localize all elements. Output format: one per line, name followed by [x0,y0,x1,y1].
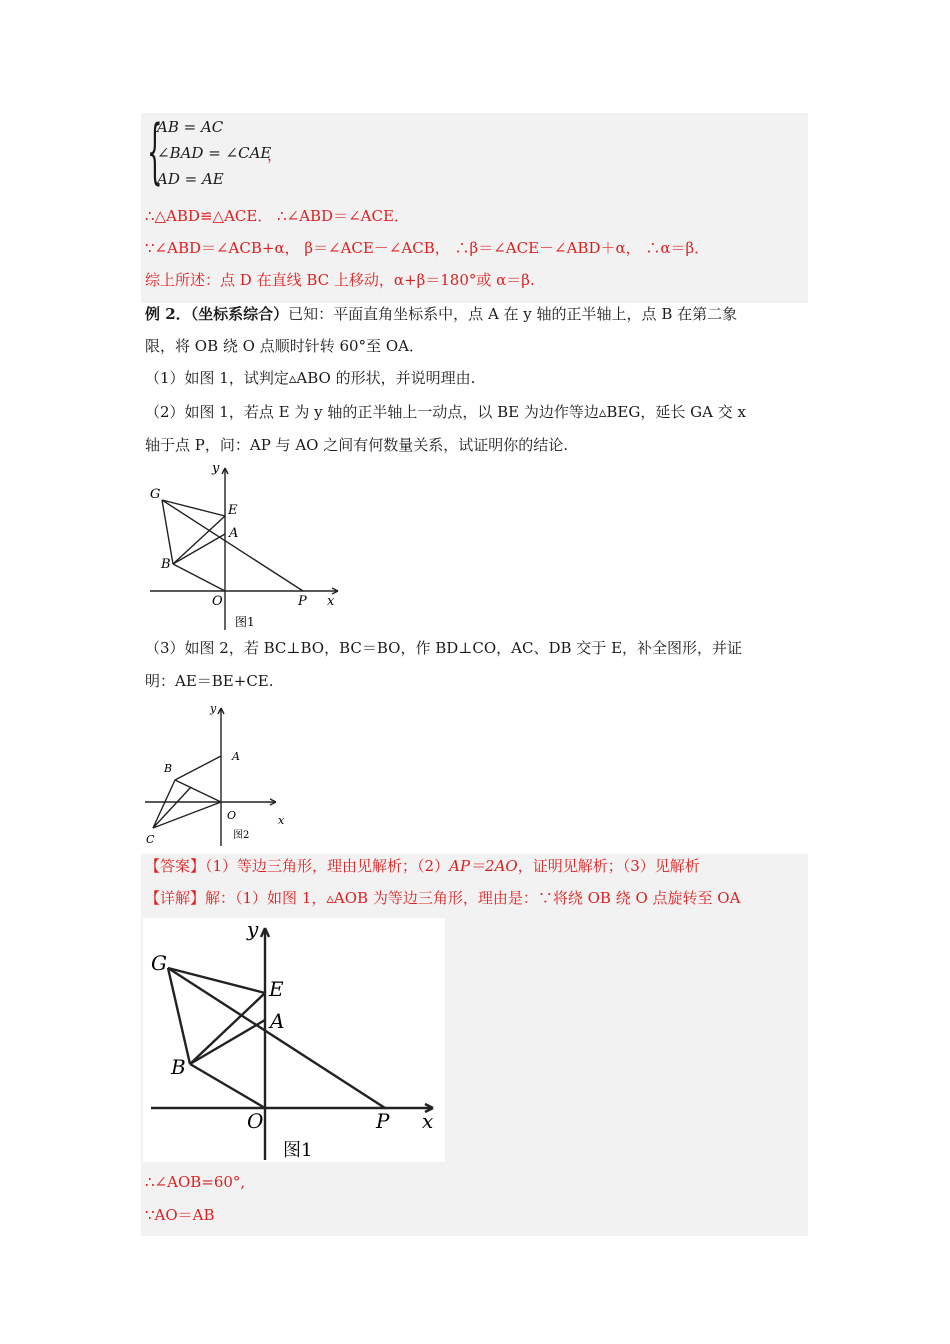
fig1s-label-g: G [150,487,161,502]
fig2s-label-c: C [146,833,155,846]
question-1: （1）如图 1，试判定▵ABO 的形状，并说明理由. [145,369,476,387]
fig1l-label-p: P [376,1109,390,1133]
fig2s-label-b: B [164,762,173,775]
fig1s-label-b: B [161,557,171,572]
example2-title [145,304,737,324]
detail-line [145,888,740,908]
fig1s-label-x: x [327,594,335,609]
tail-line-1: ∴∠AOB=60°, [145,1173,246,1191]
brace-symbol: { [147,110,163,192]
figure1-small [145,458,345,633]
fig1s-label-e: E [228,503,238,518]
detail-text: 解：（1）如图 1，▵AOB 为等边三角形，理由是：∵将绕 OB 绕 O 点旋转至 OA [205,889,741,907]
fig1l-label-a: A [270,1009,285,1033]
fig1l-label-e: E [269,977,284,1001]
example2-label: 例 2．（坐标系综合） [145,305,289,323]
fig1s-label-o: O [212,594,223,609]
figure2-small [143,700,293,850]
fig1s-label-y: y [212,461,220,476]
fig1l-caption: 图1 [283,1140,313,1161]
fig2s-label-a: A [232,750,240,763]
fig2s-label-y: y [210,702,217,715]
fig1s-label-p: P [298,594,307,609]
fig1l-label-b: B [171,1055,186,1079]
answer-text-italic: AP＝2AO [449,857,518,875]
fig2s-label-o: O [227,809,237,822]
angle-relation-line: ∵∠ABD＝∠ACB+α， β＝∠ACE－∠ACB， ∴β＝∠ACE－∠ABD＋α， ∴α＝β． [145,239,710,257]
fig1l-label-o: O [247,1109,264,1133]
answer-text-1: （1）等边三角形，理由见解析；（2） [205,857,450,875]
detail-tag: 【详解】 [145,889,206,907]
question-3-line1: （3）如图 2，若 BC⊥BO，BC＝BO，作 BD⊥CO，AC、DB 交于 E，补全图形，并证 [145,639,743,657]
question-3-line2: 明：AE＝BE+CE. [145,672,274,690]
answer-line [145,856,700,876]
answer-text-2: ，证明见解析；（3）见解析 [517,857,700,875]
fig1l-label-g: G [151,951,167,975]
tail-line-2: ∵AO＝AB [145,1206,215,1224]
fig2s-label-x: x [278,814,285,827]
system-suffix: ， [267,146,283,164]
fig2s-caption: 图2 [233,830,250,841]
question-2-line2: 轴于点 P，问：AP 与 AO 之间有何数量关系，试证明你的结论. [145,436,568,454]
system-eq-3: AD = AE [157,170,224,188]
fig1l-label-x: x [422,1109,434,1133]
question-2-line1: （2）如图 1，若点 E 为 y 轴的正半轴上一动点，以 BE 为边作等边▵BEG，延长 GA 交 x [145,403,746,421]
example2-text: 已知：平面直角坐标系中，点 A 在 y 轴的正半轴上，点 B 在第二象 [288,305,738,323]
answer-tag: 【答案】 [145,857,206,875]
figure1-large [143,918,445,1162]
summary-line: 综上所述：点 D 在直线 BC 上移动，α+β＝180°或 α＝β. [145,271,535,289]
fig1l-label-y: y [247,918,259,941]
example2-line2: 限，将 OB 绕 O 点顺时针转 60°至 OA． [145,337,424,355]
system-eq-1: AB = AC [157,118,224,136]
system-eq-2: ∠BAD = ∠CAE [157,144,272,162]
fig1s-label-a: A [229,526,239,541]
fig1s-caption: 图1 [235,615,255,629]
congruence-line: ∴△ABD≌△ACE． ∴∠ABD＝∠ACE． [145,207,409,225]
